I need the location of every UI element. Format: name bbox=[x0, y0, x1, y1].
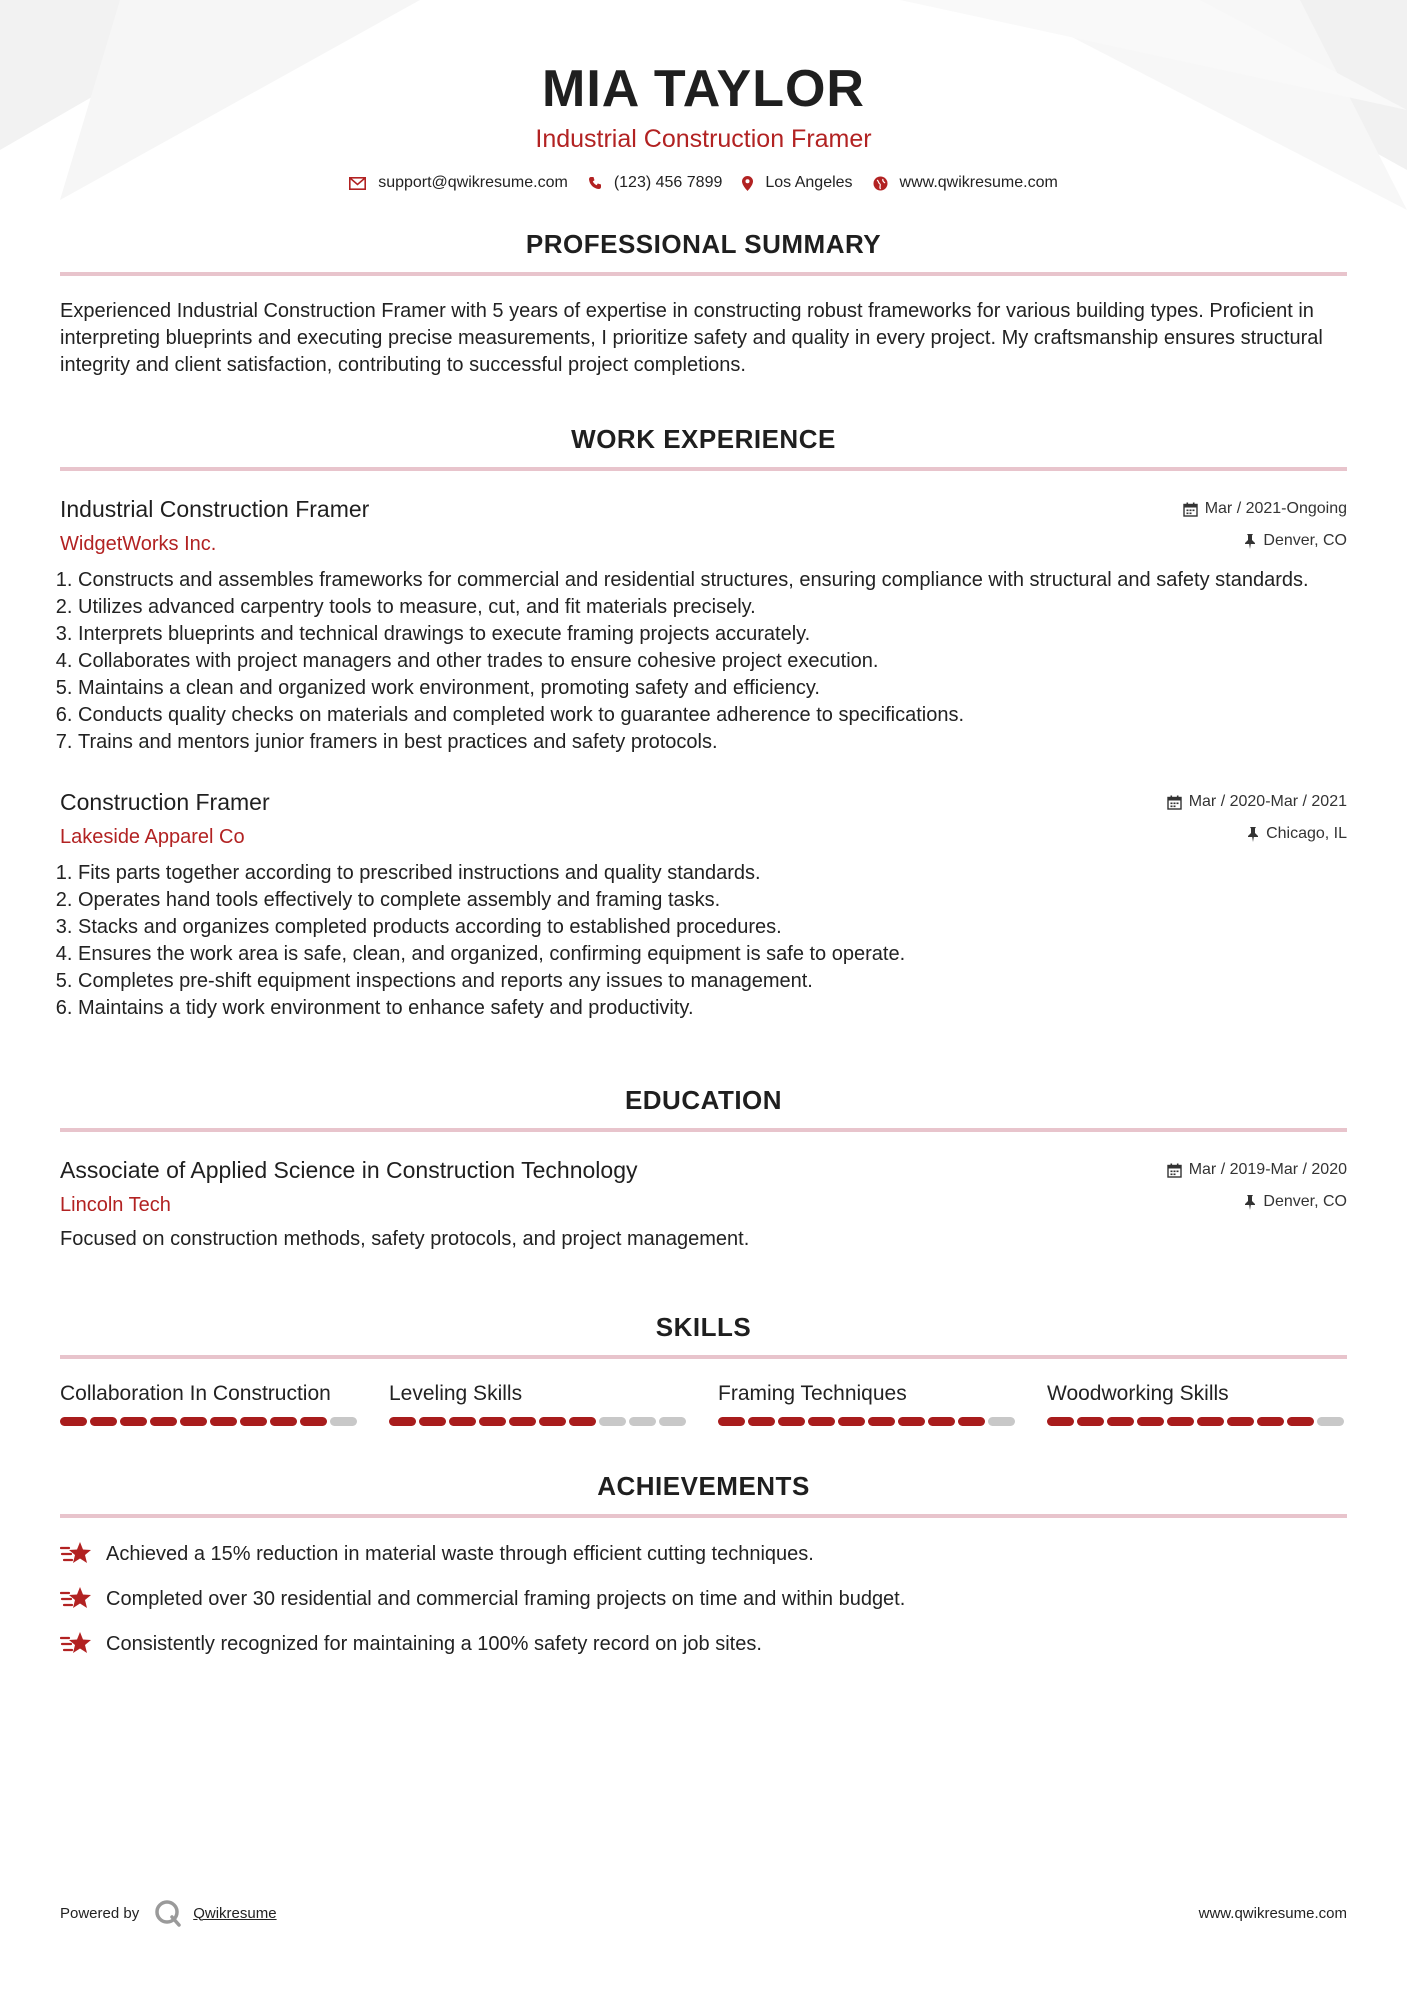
skill-level-segment-filled bbox=[509, 1417, 536, 1426]
education-entry bbox=[60, 1156, 1347, 1253]
powered-by-label: Powered by bbox=[60, 1904, 140, 1922]
job-dates: Mar / 2021-Ongoing bbox=[1204, 500, 1347, 517]
skill-name: Woodworking Skills bbox=[1047, 1382, 1229, 1405]
skill-level-segment-filled bbox=[449, 1417, 476, 1426]
contact-email[interactable] bbox=[349, 174, 568, 192]
page-footer bbox=[60, 1898, 1347, 1928]
job-duty: 2. Utilizes advanced carpentry tools to measure, cut, and fit materials precisely. bbox=[78, 594, 1347, 621]
experience-section bbox=[60, 423, 1347, 1022]
skill-level-segment-filled bbox=[1047, 1417, 1074, 1426]
candidate-title: Industrial Construction Framer bbox=[535, 125, 872, 153]
job-duty: 2. Operates hand tools effectively to complete assembly and framing tasks. bbox=[78, 887, 1347, 914]
education-description: Focused on construction methods, safety protocols, and project management. bbox=[60, 1228, 750, 1250]
skills-list bbox=[60, 1381, 1347, 1426]
job-title: Industrial Construction Framer bbox=[60, 496, 370, 522]
job-duty: 4. Ensures the work area is safe, clean, and organized, confirming equipment is safe to operate. bbox=[78, 941, 1347, 968]
skill-level-segment-filled bbox=[180, 1417, 207, 1426]
contact-phone[interactable] bbox=[588, 174, 723, 192]
email-text: support@qwikresume.com bbox=[378, 174, 568, 191]
job-duties bbox=[60, 860, 1347, 1022]
skill-item bbox=[1047, 1381, 1347, 1426]
skill-name: Leveling Skills bbox=[389, 1382, 523, 1405]
skill-level-segment-empty bbox=[659, 1417, 686, 1426]
school-name: Lincoln Tech bbox=[60, 1194, 171, 1216]
qwikresume-link[interactable]: Qwikresume bbox=[193, 1904, 277, 1922]
skill-level-segment-filled bbox=[1137, 1417, 1164, 1426]
shooting-star-icon bbox=[60, 1540, 94, 1568]
skill-level-bar bbox=[60, 1417, 360, 1426]
resume-header bbox=[60, 0, 1347, 192]
job-title: Construction Framer bbox=[60, 789, 270, 815]
section-divider bbox=[60, 1355, 1347, 1359]
job-company: Lakeside Apparel Co bbox=[60, 826, 245, 848]
skill-level-segment-filled bbox=[539, 1417, 566, 1426]
skill-level-bar bbox=[389, 1417, 689, 1426]
location-text: Los Angeles bbox=[765, 174, 853, 191]
achievement-text: Achieved a 15% reduction in material waste through efficient cutting techniques. bbox=[106, 1542, 814, 1565]
contact-bar bbox=[60, 174, 1347, 192]
summary-heading: PROFESSIONAL SUMMARY bbox=[525, 229, 882, 259]
skills-heading: SKILLS bbox=[655, 1312, 752, 1342]
skill-level-segment-filled bbox=[748, 1417, 775, 1426]
skill-level-segment-filled bbox=[868, 1417, 895, 1426]
skill-level-segment-filled bbox=[1287, 1417, 1314, 1426]
phone-text: (123) 456 7899 bbox=[613, 174, 723, 191]
summary-text: Experienced Industrial Construction Framer with 5 years of expertise in constructing robust frameworks for various building types. Proficient in interpreting blueprints and executing precise measurements, I prioritize safety and quality in every project. My craftsmanship ensures structural integrity and client satisfaction, contributing to successful project completions. bbox=[60, 300, 1323, 376]
achievements-heading: ACHIEVEMENTS bbox=[597, 1471, 810, 1501]
job-duty: 5. Completes pre-shift equipment inspections and reports any issues to management. bbox=[78, 968, 1347, 995]
phone-icon bbox=[588, 176, 602, 190]
job-duty: 4. Collaborates with project managers and other trades to ensure cohesive project execution. bbox=[78, 648, 1347, 675]
candidate-name: MIA TAYLOR bbox=[542, 60, 865, 118]
skill-level-segment-filled bbox=[479, 1417, 506, 1426]
job-duty: 3. Interprets blueprints and technical drawings to execute framing projects accurately. bbox=[78, 621, 1347, 648]
experience-heading: WORK EXPERIENCE bbox=[571, 424, 836, 454]
shooting-star-icon bbox=[60, 1630, 94, 1658]
globe-icon bbox=[873, 176, 888, 191]
section-divider bbox=[60, 1128, 1347, 1132]
skill-item bbox=[718, 1381, 1018, 1426]
shooting-star-icon bbox=[60, 1585, 94, 1613]
calendar-icon bbox=[1183, 502, 1198, 517]
skill-level-segment-filled bbox=[838, 1417, 865, 1426]
skill-level-segment-filled bbox=[1197, 1417, 1224, 1426]
skill-level-segment-filled bbox=[898, 1417, 925, 1426]
skill-level-segment-filled bbox=[1107, 1417, 1134, 1426]
skill-level-segment-filled bbox=[150, 1417, 177, 1426]
section-divider bbox=[60, 467, 1347, 471]
job-entry bbox=[60, 788, 1347, 1022]
skill-name: Framing Techniques bbox=[718, 1382, 907, 1405]
skill-level-bar bbox=[1047, 1417, 1347, 1426]
envelope-icon bbox=[349, 177, 366, 190]
skill-level-segment-filled bbox=[1077, 1417, 1104, 1426]
achievement-text: Consistently recognized for maintaining a 100% safety record on job sites. bbox=[106, 1632, 762, 1655]
achievement-item bbox=[60, 1585, 1347, 1613]
skill-level-segment-filled bbox=[270, 1417, 297, 1426]
calendar-icon bbox=[1167, 795, 1182, 810]
achievements-section bbox=[60, 1470, 1347, 1658]
skill-level-segment-empty bbox=[988, 1417, 1015, 1426]
job-duty: 7. Trains and mentors junior framers in best practices and safety protocols. bbox=[78, 729, 1347, 756]
achievement-text: Completed over 30 residential and commercial framing projects on time and within budget. bbox=[106, 1587, 906, 1610]
skill-level-segment-empty bbox=[629, 1417, 656, 1426]
pushpin-icon bbox=[1247, 827, 1259, 842]
achievements-list bbox=[60, 1540, 1347, 1658]
skill-level-segment-filled bbox=[240, 1417, 267, 1426]
achievement-item bbox=[60, 1540, 1347, 1568]
skill-level-segment-filled bbox=[300, 1417, 327, 1426]
degree-title: Associate of Applied Science in Construction Technology bbox=[60, 1157, 638, 1183]
job-duty: 1. Fits parts together according to prescribed instructions and quality standards. bbox=[78, 860, 1347, 887]
education-section bbox=[60, 1084, 1347, 1253]
skill-level-segment-filled bbox=[60, 1417, 87, 1426]
powered-by bbox=[60, 1898, 277, 1928]
skills-section bbox=[60, 1311, 1347, 1426]
education-dates: Mar / 2019-Mar / 2020 bbox=[1188, 1161, 1347, 1178]
skill-level-segment-filled bbox=[90, 1417, 117, 1426]
section-divider bbox=[60, 272, 1347, 276]
job-company: WidgetWorks Inc. bbox=[60, 533, 217, 555]
map-pin-icon bbox=[742, 176, 753, 191]
skill-item bbox=[60, 1381, 360, 1426]
job-dates: Mar / 2020-Mar / 2021 bbox=[1188, 793, 1347, 810]
skill-level-segment-empty bbox=[330, 1417, 357, 1426]
job-duty: 1. Constructs and assembles frameworks for commercial and residential structures, ensuring compliance with structural and safety standards. bbox=[78, 567, 1347, 594]
skill-level-segment-empty bbox=[599, 1417, 626, 1426]
skill-level-segment-filled bbox=[1167, 1417, 1194, 1426]
job-duty: 5. Maintains a clean and organized work environment, promoting safety and efficiency. bbox=[78, 675, 1347, 702]
job-duties bbox=[60, 567, 1347, 756]
job-duty: 6. Maintains a tidy work environment to enhance safety and productivity. bbox=[78, 995, 1347, 1022]
summary-section bbox=[60, 228, 1347, 379]
pushpin-icon bbox=[1244, 1195, 1256, 1210]
calendar-icon bbox=[1167, 1163, 1182, 1178]
education-location: Denver, CO bbox=[1263, 1193, 1347, 1210]
skill-level-segment-filled bbox=[419, 1417, 446, 1426]
skill-level-segment-filled bbox=[718, 1417, 745, 1426]
job-location: Chicago, IL bbox=[1266, 825, 1347, 842]
skill-level-segment-filled bbox=[928, 1417, 955, 1426]
contact-website[interactable] bbox=[873, 174, 1058, 192]
skill-name: Collaboration In Construction bbox=[60, 1382, 331, 1405]
skill-level-segment-filled bbox=[958, 1417, 985, 1426]
achievement-item bbox=[60, 1630, 1347, 1658]
skill-level-segment-filled bbox=[1227, 1417, 1254, 1426]
skill-level-segment-filled bbox=[120, 1417, 147, 1426]
pushpin-icon bbox=[1244, 534, 1256, 549]
skill-level-segment-filled bbox=[778, 1417, 805, 1426]
education-heading: EDUCATION bbox=[624, 1085, 783, 1115]
job-location: Denver, CO bbox=[1263, 532, 1347, 549]
skill-level-segment-filled bbox=[1257, 1417, 1284, 1426]
skill-level-segment-filled bbox=[389, 1417, 416, 1426]
skill-level-segment-filled bbox=[210, 1417, 237, 1426]
footer-website[interactable]: www.qwikresume.com bbox=[1198, 1904, 1347, 1922]
skill-level-bar bbox=[718, 1417, 1018, 1426]
job-duty: 6. Conducts quality checks on materials and completed work to guarantee adherence to specifications. bbox=[78, 702, 1347, 729]
website-text: www.qwikresume.com bbox=[899, 174, 1058, 191]
job-duty: 3. Stacks and organizes completed products according to established procedures. bbox=[78, 914, 1347, 941]
skill-level-segment-filled bbox=[569, 1417, 596, 1426]
section-divider bbox=[60, 1514, 1347, 1518]
contact-location bbox=[742, 174, 852, 192]
qwikresume-logo-icon bbox=[153, 1898, 183, 1928]
job-entry bbox=[60, 495, 1347, 756]
skill-item bbox=[389, 1381, 689, 1426]
skill-level-segment-empty bbox=[1317, 1417, 1344, 1426]
skill-level-segment-filled bbox=[808, 1417, 835, 1426]
